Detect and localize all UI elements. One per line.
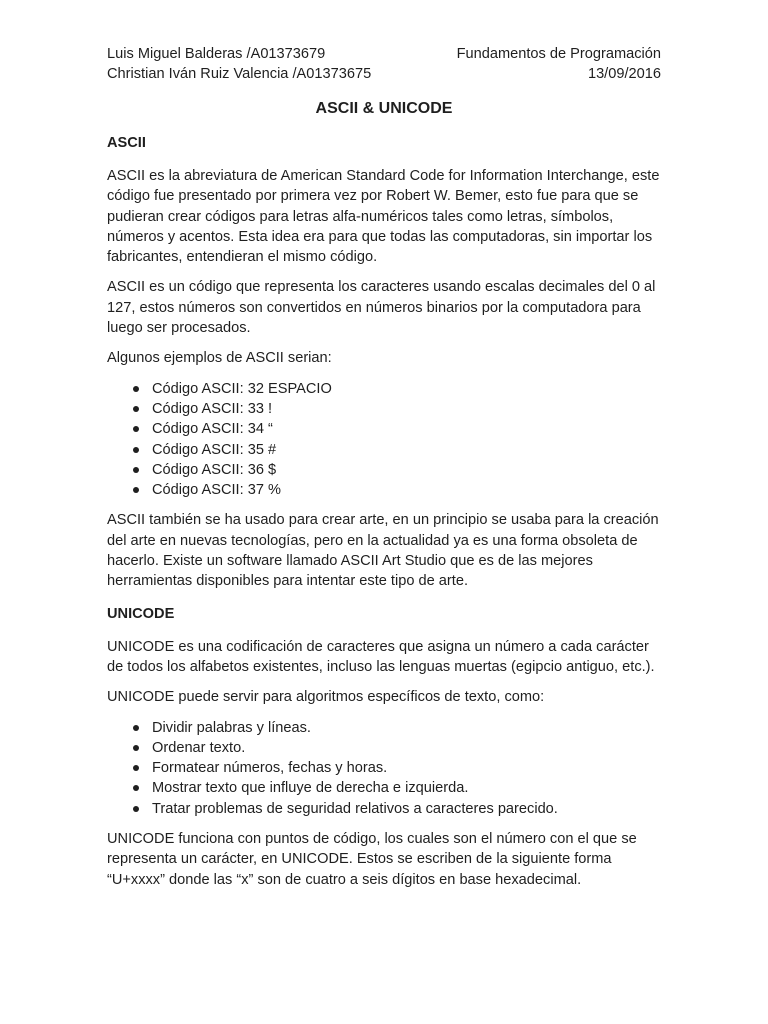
list-item: Código ASCII: 36 $	[152, 460, 667, 480]
author-2: Christian Iván Ruiz Valencia /A01373675	[107, 66, 372, 82]
author-1: Luis Miguel Balderas /A01373679	[107, 46, 326, 62]
list-item: Código ASCII: 35 #	[152, 440, 667, 460]
list-item: Código ASCII: 37 %	[152, 480, 667, 500]
unicode-heading: UNICODE	[107, 605, 175, 622]
list-item: Formatear números, fechas y horas.	[152, 758, 667, 778]
list-item: Código ASCII: 34 “	[152, 419, 667, 439]
header-row-1	[107, 44, 661, 64]
unicode-paragraph-2: UNICODE puede servir para algoritmos específicos de texto, como:	[107, 689, 545, 706]
document-body	[107, 133, 667, 900]
unicode-uses-list	[107, 718, 667, 819]
ascii-paragraph-3: Algunos ejemplos de ASCII serian:	[107, 350, 332, 367]
page-header	[107, 44, 661, 84]
list-item: Mostrar texto que influye de derecha e izquierda.	[152, 778, 667, 798]
course-name: Fundamentos de Programación	[456, 46, 661, 62]
ascii-paragraph-4: ASCII también se ha usado para crear arte, en un principio se usaba para la creación del arte en nuevas tecnologías, pero en la actualidad ya es una forma obsoleta de hacerlo. Existe un software llamado ASCII Art Studio que es de las mejores herramientas disponibles para intentar este tipo de arte.	[107, 512, 659, 590]
list-item: Ordenar texto.	[152, 738, 667, 758]
header-row-2	[107, 64, 661, 84]
unicode-paragraph-1: UNICODE es una codificación de caracteres que asigna un número a cada carácter de todos los alfabetos existentes, incluso las lenguas muertas (egipcio antiguo, etc.).	[107, 638, 655, 675]
list-item: Código ASCII: 32 ESPACIO	[152, 379, 667, 399]
ascii-examples-list	[107, 379, 667, 501]
ascii-heading: ASCII	[107, 135, 146, 151]
unicode-paragraph-3: UNICODE funciona con puntos de código, los cuales son el número con el que se representa un carácter, en UNICODE. Estos se escriben de la siguiente forma “U+xxxx” donde las “x” son de cuatro a seis dígitos en base hexadecimal.	[107, 831, 637, 888]
list-item: Dividir palabras y líneas.	[152, 718, 667, 738]
ascii-paragraph-2: ASCII es un código que representa los caracteres usando escalas decimales del 0 al 127, estos números son convertidos en números binarios por la computadora para luego ser procesados.	[107, 279, 656, 337]
list-item: Tratar problemas de seguridad relativos a caracteres parecido.	[152, 799, 667, 819]
ascii-paragraph-1: ASCII es la abreviatura de American Standard Code for Information Interchange, este código fue presentado por primera vez por Robert W. Bemer, esto fue para que se pudieran crear códigos para letras alfa-numéricos tales como letras, símbolos, números y acentos. Esta idea era para que todas las computadoras, sin importar los fabricantes, entendieran el mismo código.	[107, 168, 660, 266]
list-item: Código ASCII: 33 !	[152, 399, 667, 419]
document-title: ASCII & UNICODE	[315, 100, 453, 117]
document-date: 13/09/2016	[587, 66, 661, 82]
